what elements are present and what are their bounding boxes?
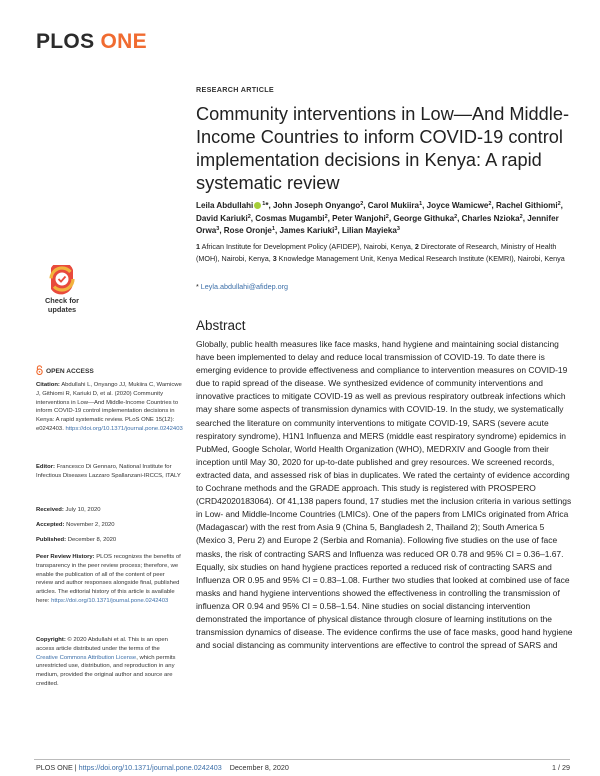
published-date-block bbox=[36, 536, 183, 545]
journal-logo bbox=[36, 30, 147, 54]
published-date: December 8, 2020 bbox=[67, 537, 117, 543]
citation-text: Abdullahi L, Onyango JJ, Mukiira C, Wamicwe J, Githiomi R, Kariuki D, et al. (2020) Community interventions in Low—And Middle-Income Countries to inform COVID-19 control implementation decisions in Kenya: A rapid systematic review. PLoS ONE 15(12): e0242403. bbox=[36, 382, 182, 432]
editor-block bbox=[36, 463, 183, 481]
logo-one-text: ONE bbox=[100, 30, 147, 53]
accepted-label: Accepted: bbox=[36, 522, 65, 528]
open-access-label bbox=[36, 365, 94, 375]
peer-review-block bbox=[36, 553, 183, 606]
copyright-block bbox=[36, 636, 183, 689]
affiliations: 1 African Institute for Development Policy (AFIDEP), Nairobi, Kenya, 2 Directorate of Research, Ministry of Health (MOH), Nairobi, Kenya, 3 Knowledge Management Unit, Kenya Medical Research Institute (KEMRI), Nairobi, Kenya bbox=[196, 242, 565, 263]
peer-review-label: Peer Review History: bbox=[36, 554, 95, 560]
article-type: RESEARCH ARTICLE bbox=[196, 85, 275, 94]
copyright-text-end: , which permits unrestricted use, distribution, and reproduction in any medium, provided the original author and source are credited. bbox=[36, 654, 176, 687]
citation-doi-link[interactable]: https://doi.org/10.1371/journal.pone.0242403 bbox=[65, 425, 183, 432]
received-label: Received: bbox=[36, 507, 64, 513]
editor-text: Francesco Di Gennaro, National Institute for Infectious Diseases Lazzaro Spallanzani-IRCCS, ITALY bbox=[36, 464, 181, 479]
open-access-text: OPEN ACCESS bbox=[46, 368, 94, 375]
citation-label: Citation: bbox=[36, 382, 60, 388]
corresponding-author bbox=[196, 282, 288, 291]
logo-plos-text: PLOS bbox=[36, 30, 95, 53]
article-title: Community interventions in Low—And Middle-Income Countries to inform COVID-19 control implementation decisions in Kenya: A rapid systematic review bbox=[196, 104, 570, 193]
footer-doi-link[interactable]: https://doi.org/10.1371/journal.pone.0242403 bbox=[78, 763, 222, 772]
page-number: 1 / 29 bbox=[552, 763, 570, 772]
corresponding-email-link[interactable]: Leyla.abdullahi@afidep.org bbox=[200, 282, 289, 291]
open-access-lock-icon bbox=[36, 365, 43, 375]
footer-date: December 8, 2020 bbox=[229, 763, 289, 772]
copyright-label: Copyright: bbox=[36, 637, 66, 643]
editor-label: Editor: bbox=[36, 464, 55, 470]
check-for-updates-label[interactable]: Check for updates bbox=[44, 296, 80, 314]
abstract-body: Globally, public health measures like face masks, hand hygiene and maintaining social distancing have been implemented to delay and reduce local transmission of COVID-19. To date there is emerging evidence to provide effectiveness and compliance to intervention measures on COVID-19 due to rapid spread of the disease. We synthesized evidence of community interventions and innovative practices to mitigate COVID-19 as well as previous respiratory outbreak infections which may share some aspects of transmission dynamics with COVID-19. In the study, we systematically searched the literature on community interventions to mitigate COVID-19, SARS (severe acute respiratory syndrome), H1N1 Influenza and MERS (middle east respiratory syndrome) epidemics in PubMed, Google Scholar, World Health Organization (WHO), MEDRXIV and Google from their inception until May 30, 2020 for up-to-date published and grey resources. We screened records, extracted data, and assessed risk of bias in duplicates. We rated the certainty of evidence according to Cochrane methods and the GRADE approach. This study is registered with PROSPERO (CRD42020183064). Of 41,138 papers found, 17 studies met the inclusion criteria in various settings in Low- and Middle-Income Countries (LMICs). One of the papers from LMICs originated from Africa (Madagascar) with the rest from Asia 9 (China 5, Bangladesh 2, Thailand 2); South America 5 (Mexico 3, Peru 2) and Europe 2 (Serbia and Romania). Following five studies on the use of face masks, the risk of contracting SARS and Influenza was reduced OR 0.78 and 95% CI = 0.36–1.67. Equally, six studies on hand hygiene practices reported a reduced risk of contracting SARS and Influenza OR 0.95 and 95% CI = 0.83–1.08. Further two studies that looked at combined use of face masks and hand hygiene interventions showed the effectiveness in controlling the transmission of influenza OR 0.94 and 95% CI = 0.58–1.54. Nine studies on social distancing intervention demonstrated the importance of physical distance through closure of learning institutions on the transmission dynamics of disease. The evidence confirms the use of face masks, good hand hygiene and social distancing as community interventions are effective to control the spread of SARS and bbox=[196, 339, 573, 651]
page-footer bbox=[36, 763, 289, 772]
accepted-date-block bbox=[36, 521, 183, 530]
check-updates-icon bbox=[33, 265, 91, 295]
abstract-heading: Abstract bbox=[196, 318, 246, 333]
footer-divider bbox=[34, 759, 570, 760]
peer-review-doi-link[interactable]: https://doi.org/10.1371/journal.pone.0242403 bbox=[51, 597, 169, 604]
author-list: Leila Abdullahi $^1$*, John Joseph Onyango$^2$, Carol Mukiira$^1$, Joyce Wamicwe$^2$, Rachel Githiomi$^2$, David Kariuki$^2$, Cosmas Mugambi$^2$, Peter Wanjohi$^2$, George Githuka$^2$, Charles Nzioka$^2$, Jennifer Orwa$^3$, Rose Oronje$^1$, James Kariuki$^3$, Lilian Mayieka$^3$ bbox=[196, 201, 563, 236]
cc-license-link[interactable]: Creative Commons Attribution License bbox=[36, 654, 137, 661]
accepted-date: November 2, 2020 bbox=[66, 522, 115, 528]
footer-journal: PLOS ONE bbox=[36, 763, 73, 772]
copyright-text: © 2020 Abdullahi et al. This is an open access article distributed under the terms of the bbox=[36, 637, 168, 652]
citation-block bbox=[36, 381, 183, 434]
received-date-block bbox=[36, 506, 183, 515]
corresponding-marker: * bbox=[196, 282, 201, 291]
peer-review-text: PLOS recognizes the benefits of transparency in the peer review process; therefore, we enable the publication of all of the content of peer review and author responses alongside final, published articles. The editorial history of this article is available here: bbox=[36, 554, 181, 604]
footer-separator: | bbox=[72, 763, 79, 772]
published-label: Published: bbox=[36, 537, 67, 543]
received-date: July 10, 2020 bbox=[65, 507, 101, 513]
